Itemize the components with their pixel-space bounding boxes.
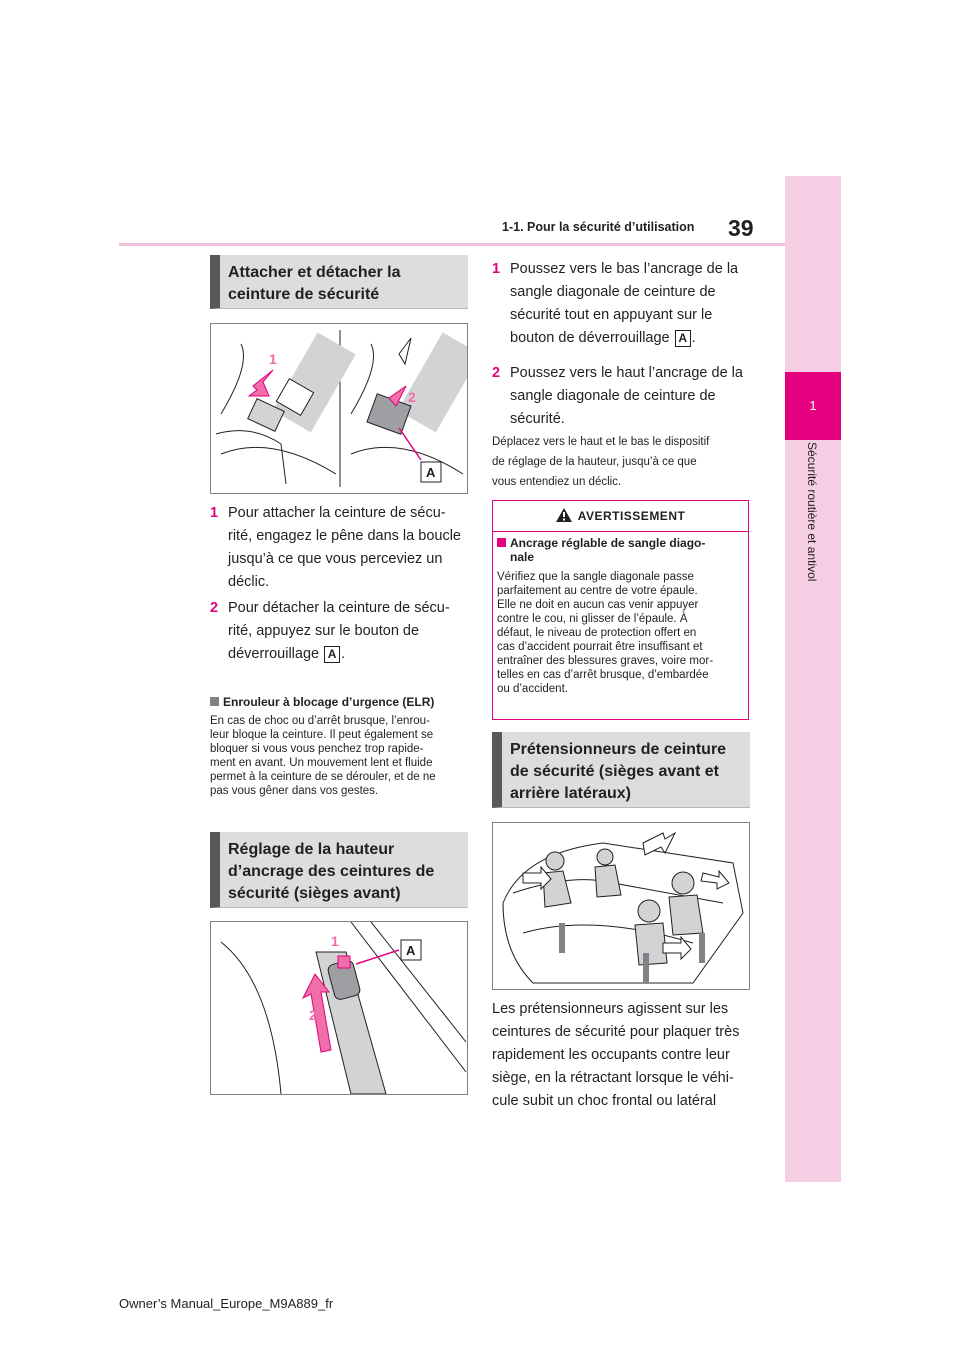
side-tab-label (800, 442, 824, 612)
step-number: 2 (492, 365, 501, 381)
text-line: Pour détacher la ceinture de sécu- (228, 600, 450, 616)
text-line: déclic. (228, 574, 270, 590)
elr-text (210, 714, 468, 798)
text-line: sangle diagonale de ceinture de (510, 284, 716, 300)
text-line: parfaitement au centre de votre épaule. (497, 585, 698, 597)
step-push-up (492, 362, 750, 427)
text-line: jusqu’à ce que vous perceviez un (228, 551, 443, 567)
text-line: siège, en la rétractant lorsque le véhi- (492, 1070, 734, 1086)
text-line: cule subit un choc frontal ou latéral (492, 1093, 717, 1109)
text-line: de réglage de la hauteur, jusqu’à ce que (492, 456, 697, 468)
chapter-title: 1-1. Pour la sécurité d’utilisation (502, 220, 695, 234)
bullet-square-icon (210, 697, 219, 706)
key-a-icon: A (675, 330, 691, 347)
warning-header (493, 501, 748, 532)
text-line: rapidement les occupants contre leur (492, 1047, 730, 1063)
text-line: rité, engagez le pêne dans la boucle (228, 528, 461, 544)
text-line: Poussez vers le haut l’ancrage de la (510, 365, 743, 381)
section-title-height-adjust: Réglage de la hauteur d’ancrage des ceintures de sécurité (sièges avant) (210, 832, 468, 908)
figure-anchor-height (210, 921, 468, 1095)
warning-body (493, 564, 748, 696)
fig1-label-2: 2 (408, 389, 416, 405)
text-line: nale (510, 550, 535, 564)
text-line: entraîner des blessures graves, voire mor- (497, 655, 714, 667)
text-line: ou d’accident. (497, 683, 568, 695)
text-line: rité, appuyez sur le bouton de (228, 623, 420, 639)
figure-pretensioners (492, 822, 750, 990)
text-line: En cas de choc ou d’arrêt brusque, l’enrou- (210, 715, 430, 727)
warning-box (492, 500, 749, 720)
text-line: sécurité tout en appuyant sur le (510, 307, 713, 323)
text-line: telles en cas d’arrêt brusque, d’embardée (497, 669, 709, 681)
text-line: Déplacez vers le haut et le bas le dispositif (492, 436, 710, 448)
text-line: . (691, 330, 696, 346)
text-line: sangle diagonale de ceinture de (510, 388, 716, 404)
figure-seatbelt-buckle (210, 323, 468, 494)
text-line: Poussez vers le bas l’ancrage de la (510, 261, 739, 277)
elr-heading (210, 695, 468, 709)
text-line: contre le cou, ni glisser de l’épaule. À (497, 613, 688, 625)
header-rule (119, 243, 841, 246)
side-tab-text: Sécurité routière et antivol (805, 442, 819, 582)
anchor-height-illustration (211, 922, 467, 1094)
text-line: déverrouillage (228, 646, 320, 662)
step-detach (210, 597, 468, 662)
footer-text: Owner’s Manual_Europe_M9A889_fr (119, 1296, 334, 1311)
text-line: Vérifiez que la sangle diagonale passe (497, 571, 694, 583)
text-line: ceintures de sécurité pour plaquer très (492, 1024, 740, 1040)
warning-triangle-icon (556, 508, 572, 522)
text-line: permet à la ceinture de se dérouler, et de ne (210, 771, 436, 783)
step-attach (210, 502, 468, 590)
key-a-icon: A (324, 646, 340, 663)
section-title-attach: Attacher et détacher la ceinture de sécurité (210, 255, 468, 309)
side-tab-number: 1 (785, 372, 841, 440)
text-line: défaut, le niveau de protection offert en (497, 627, 697, 639)
step-number: 1 (210, 505, 219, 521)
pretensioners-text (492, 998, 762, 1113)
section-title-pretensioners: Prétensionneurs de ceinture de sécurité (sièges avant et arrière latéraux) (492, 732, 750, 808)
text-line: leur bloque la ceinture. Il peut également se (210, 729, 434, 741)
fig1-label-a: A (426, 465, 436, 480)
height-adjust-note (492, 432, 750, 492)
warning-subtitle (493, 532, 748, 564)
text-line: bloquer si vous vous penchez trop rapide- (210, 743, 424, 755)
elr-title: Enrouleur à blocage d’urgence (ELR) (223, 695, 435, 709)
text-line: cas d’accident pourrait être insuffisant et (497, 641, 703, 653)
bullet-square-icon (497, 538, 506, 547)
step-push-down (492, 258, 750, 346)
text-line: pas vous gêner dans vos gestes. (210, 785, 379, 797)
fig2-label-a: A (406, 943, 416, 958)
car-interior-illustration (493, 823, 749, 989)
text-line: Elle ne doit en aucun cas venir appuyer (497, 599, 699, 611)
text-line: . (341, 646, 346, 662)
text-line: Pour attacher la ceinture de sécu- (228, 505, 446, 521)
fig2-label-2: 2 (309, 1007, 317, 1023)
page-number: 39 (728, 215, 754, 241)
step-number: 1 (492, 261, 501, 277)
text-line: sécurité. (510, 411, 565, 427)
fig1-label-1: 1 (269, 351, 277, 367)
text-line: Ancrage réglable de sangle diago- (510, 536, 706, 550)
step-number: 2 (210, 600, 219, 616)
side-tab (785, 176, 841, 1182)
text-line: ment en avant. Un mouvement lent et fluide (210, 757, 433, 769)
fig2-label-1: 1 (331, 933, 339, 949)
warning-heading: AVERTISSEMENT (577, 509, 686, 523)
text-line: vous entendiez un déclic. (492, 476, 622, 488)
text-line: bouton de déverrouillage (510, 330, 670, 346)
text-line: Les prétensionneurs agissent sur les (492, 1001, 729, 1017)
seatbelt-buckle-illustration (211, 324, 467, 493)
